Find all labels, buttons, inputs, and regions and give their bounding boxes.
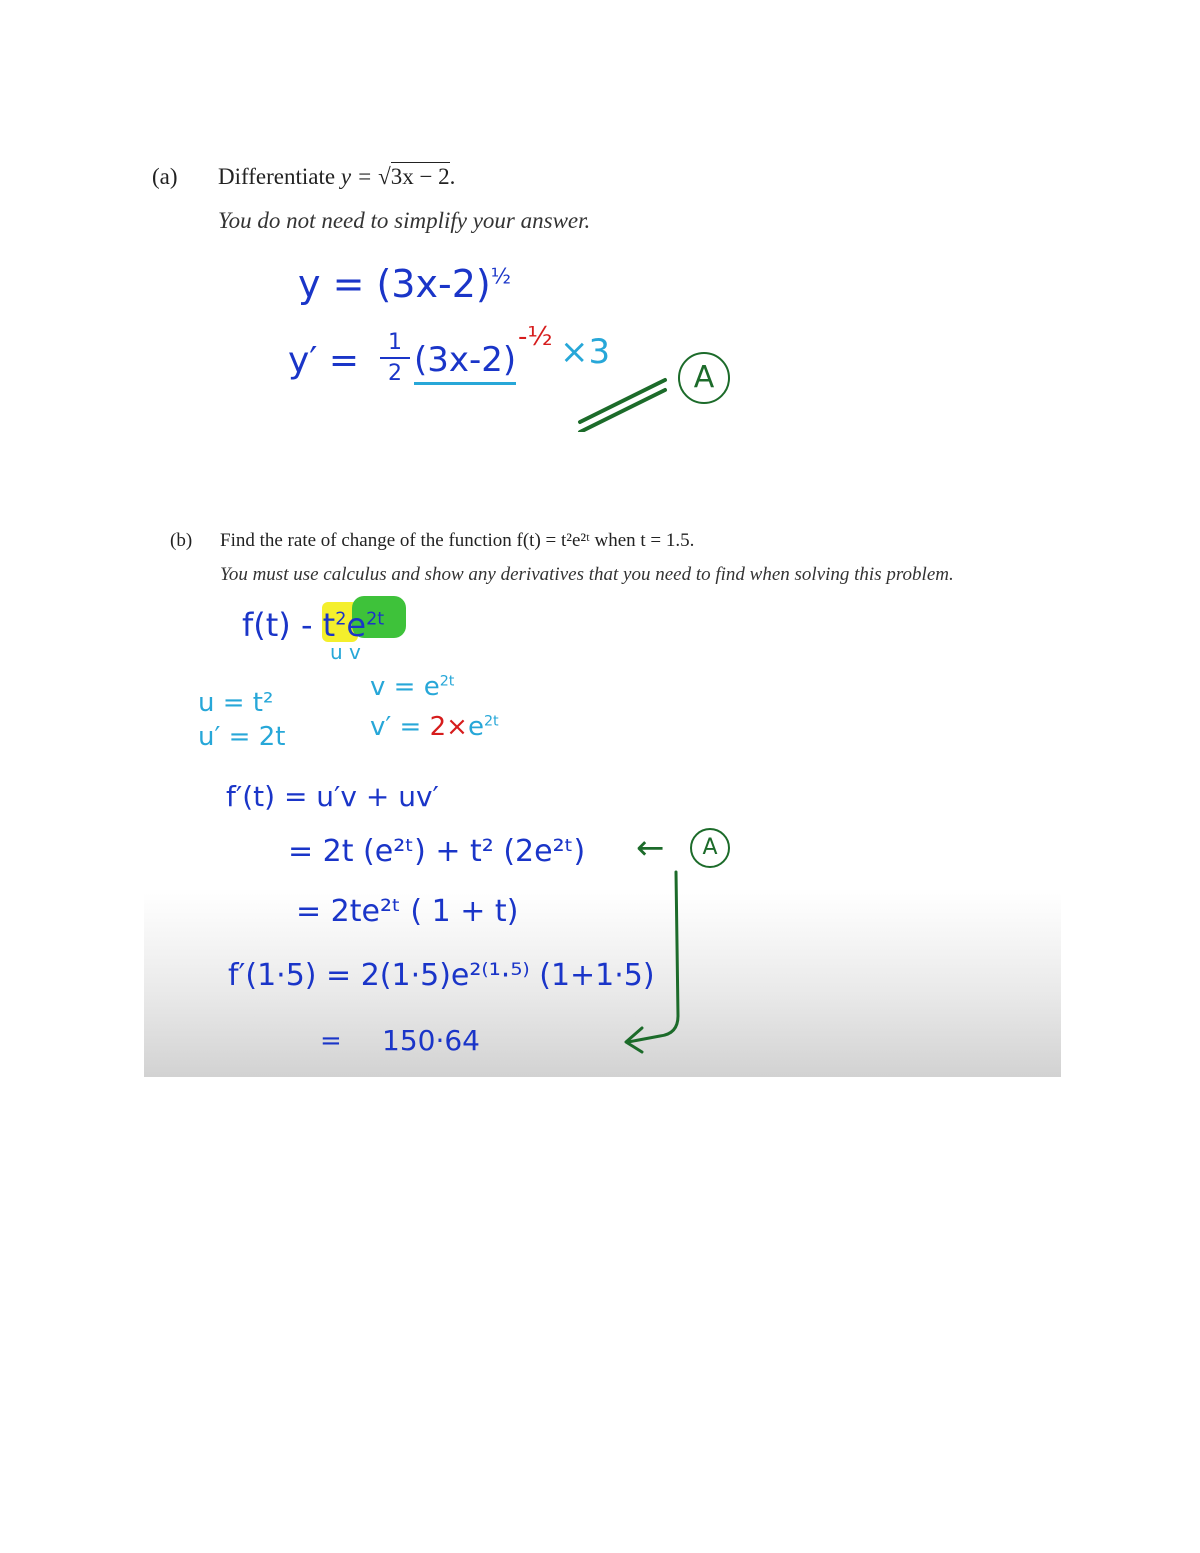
part-a-frac-num: 1 [388,330,402,355]
part-a-frac-bar [380,357,410,359]
part-a-line2-times: ×3 [560,332,611,372]
part-a-label: (a) [152,164,178,189]
f-def-lhs: f(t) - [242,606,313,644]
part-a-line1-text: y = (3x-2) [298,262,491,306]
part-a-question-prefix: Differentiate [218,164,336,189]
part-b-instruction: You must use calculus and show any derivatives that you need to find when solving this problem. [220,564,954,585]
part-a-double-slash [570,372,680,432]
v-prime-lhs: v′ = [370,712,422,742]
part-b-v-prime [370,712,499,742]
part-a-line2-lhs: y′ = [288,340,360,381]
v-def-power: 2t [439,673,455,690]
part-a-instruction: You do not need to simplify your answer. [218,208,591,233]
v-prime-e: e [467,712,484,742]
part-b-step1: = 2t (e²ᵗ) + t² (2e²ᵗ) [288,834,586,869]
part-b-answer: 150·64 [382,1024,480,1057]
part-a-line2-power: -½ [518,322,553,352]
part-b-grade-circle: A [690,828,730,868]
part-b-arrow-left: ← [636,828,665,868]
part-b-step2: = 2te²ᵗ ( 1 + t) [296,894,519,929]
part-a-fraction [380,330,410,386]
part-a-line2-body: (3x-2) [414,340,516,385]
part-b-label: (b) [170,530,193,551]
f-def-v: e [346,606,367,644]
part-a-grade-circle: A [678,352,730,404]
f-def-u-power: 2 [335,609,347,630]
v-def-text: v = e [370,672,440,702]
part-b-equals: = [320,1026,342,1056]
part-b-u-prime: u′ = 2t [198,722,286,752]
part-b-question: Find the rate of change of the function f(t) = t²e²ᵗ when t = 1.5. [220,530,695,551]
part-b-v-def [370,672,454,702]
v-prime-factor: 2× [429,712,468,742]
part-b-rule: f′(t) = u′v + uv′ [226,780,439,813]
v-prime-power: 2t [483,713,499,730]
part-a-question-math: y = [340,164,379,189]
part-b-bracket-arrow [620,866,690,1056]
part-a-frac-den: 2 [388,361,402,386]
part-b-uv-marks: u v [330,640,361,664]
part-b-f-def [242,606,384,644]
part-a-radicand: 3x − 2 [390,164,450,189]
f-def-u: t [322,606,336,644]
part-b-u-def: u = t² [198,688,274,718]
part-a-line1-power: ½ [490,264,511,289]
part-b-step3: f′(1·5) = 2(1·5)e²⁽¹·⁵⁾ (1+1·5) [228,958,655,993]
f-def-v-power: 2t [366,609,385,630]
part-a-question: Differentiate y = √3x − 2. [218,164,456,189]
part-a-question-suffix: . [449,164,456,189]
part-a-line1 [298,262,511,306]
